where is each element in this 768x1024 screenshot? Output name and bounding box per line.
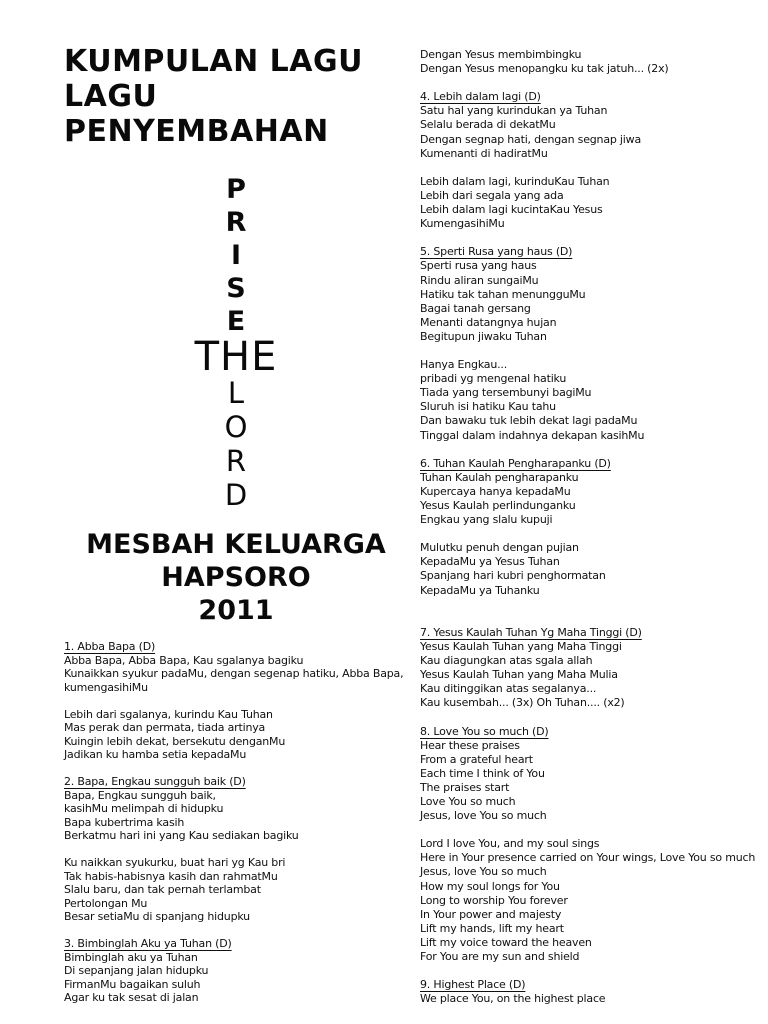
song-title: 4. Lebih dalam lagi (D) xyxy=(420,90,541,104)
document-title xyxy=(64,44,408,149)
lyric-line: Slalu baru, dan tak pernah terlambat xyxy=(64,883,261,896)
lyric-line: Bagai tanah gersang xyxy=(420,301,531,315)
lyric-line: From a grateful heart xyxy=(420,752,533,766)
lyric-line: Mas perak dan permata, tiada artinya xyxy=(64,721,266,734)
stanza xyxy=(64,708,408,762)
stanza xyxy=(420,739,764,824)
lyric-line: Berkatmu hari ini yang Kau sediakan bagiku xyxy=(64,829,299,842)
lyric-line: How my soul longs for You xyxy=(420,879,560,893)
lyric-line: Engkau yang slalu kupuji xyxy=(420,513,553,527)
song-title: 7. Yesus Kaulah Tuhan Yg Maha Tinggi (D) xyxy=(420,625,642,639)
song-title: 3. Bimbinglah Aku ya Tuhan (D) xyxy=(64,937,232,950)
lyric-line: Satu hal yang kurindukan ya Tuhan xyxy=(420,104,608,118)
lyric-line: Sperti rusa yang haus xyxy=(420,259,537,273)
left-column xyxy=(64,44,408,1018)
lyric-line: kasihMu melimpah di hidupku xyxy=(64,802,224,815)
lyric-line: Kuingin lebih dekat, bersekutu denganMu xyxy=(64,734,286,748)
lyric-line: Ku naikkan syukurku, buat hari yg Kau bri xyxy=(64,856,286,869)
lyric-line: KepadaMu ya Yesus Tuhan xyxy=(420,555,560,569)
word-art-letter: O xyxy=(224,410,248,444)
word-art-letter: I xyxy=(230,240,242,271)
document-subtitle-line: MESBAH KELUARGA xyxy=(86,529,386,560)
lyric-line: Hear these praises xyxy=(420,738,520,752)
lyric-line: Lift my voice toward the heaven xyxy=(420,935,592,949)
stanza xyxy=(420,640,764,710)
lyric-line: Bapa, Engkau sungguh baik, xyxy=(64,788,216,802)
lyric-line: Tinggal dalam indahnya dekapan kasihMu xyxy=(420,428,645,442)
lyric-line: KumengasihiMu xyxy=(420,217,505,231)
lyric-line: Long to worship You forever xyxy=(420,893,568,907)
document-subtitle xyxy=(64,528,408,627)
lyric-line: Yesus Kaulah Tuhan yang Maha Tinggi xyxy=(420,639,622,653)
document-subtitle-line: 2011 xyxy=(198,595,274,626)
lyric-line: Love You so much xyxy=(420,794,516,808)
lyric-line: pribadi yg mengenal hatiku xyxy=(420,372,567,386)
lyric-line: KepadaMu ya Tuhanku xyxy=(420,583,540,597)
document-subtitle-line: HAPSORO xyxy=(161,562,311,593)
lyric-line: Menanti datangnya hujan xyxy=(420,315,557,329)
lyric-line: Dengan segnap hati, dengan segnap jiwa xyxy=(420,132,641,146)
stanza xyxy=(420,48,764,76)
lyric-line: Agar ku tak sesat di jalan xyxy=(64,991,199,1004)
song-title: 2. Bapa, Engkau sungguh baik (D) xyxy=(64,775,246,788)
lyric-line: Selalu berada di dekatMu xyxy=(420,118,556,132)
lyric-line: Yesus Kaulah perlindunganku xyxy=(420,499,576,512)
lyric-line: Jesus, love You so much xyxy=(420,865,547,879)
song-title: 8. Love You so much (D) xyxy=(420,724,549,738)
lyric-line: Lebih dari sgalanya, kurindu Kau Tuhan xyxy=(64,707,273,721)
lyric-line: Dengan Yesus membimbingku xyxy=(420,48,582,61)
word-art-letter: E xyxy=(226,306,246,337)
word-art-letter: L xyxy=(227,376,245,410)
lyric-line: FirmanMu bagaikan suluh xyxy=(64,977,201,991)
lyric-line: Pertolongan Mu xyxy=(64,896,148,910)
stanza xyxy=(64,654,408,695)
stanza xyxy=(420,837,764,964)
song-title: 1. Abba Bapa (D) xyxy=(64,640,156,653)
lyric-line: Dengan Yesus menopangku ku tak jatuh... (2x) xyxy=(420,62,669,76)
word-art-letter: S xyxy=(226,273,246,304)
stanza xyxy=(64,789,408,843)
lyric-line: Yesus Kaulah Tuhan yang Maha Mulia xyxy=(420,668,618,682)
lyric-line: Hanya Engkau... xyxy=(420,358,508,372)
document-title-line: LAGU xyxy=(64,79,158,114)
lyric-line: Kau kusembah... (3x) Oh Tuhan.... (x2) xyxy=(420,696,625,710)
song-title: 5. Sperti Rusa yang haus (D) xyxy=(420,245,573,259)
stanza xyxy=(420,175,764,231)
lyric-line: Sluruh isi hatiku Kau tahu xyxy=(420,400,556,414)
stanza-spacer xyxy=(420,612,764,626)
stanza xyxy=(420,541,764,597)
praise-the-lord-word-art xyxy=(64,173,408,512)
lyric-line: Lebih dalam lagi kucintaKau Yesus xyxy=(420,203,603,217)
word-art-letter: R xyxy=(225,207,247,238)
word-art-the: THE xyxy=(194,334,278,380)
lyric-line: Dan bawaku tuk lebih dekat lagi padaMu xyxy=(420,414,638,428)
lyric-line: For You are my sun and shield xyxy=(420,950,580,963)
lyric-line: Kau diagungkan atas sgala allah xyxy=(420,654,593,668)
song-title: 6. Tuhan Kaulah Pengharapanku (D) xyxy=(420,456,611,470)
lyric-line: Hatiku tak tahan menungguMu xyxy=(420,287,586,301)
lyric-line: Abba Bapa, Abba Bapa, Kau sgalanya bagiku xyxy=(64,653,304,667)
stanza xyxy=(420,259,764,344)
word-art-letter: R xyxy=(225,444,247,478)
lyric-line: Jesus, love You so much xyxy=(420,809,547,823)
word-art-letter: P xyxy=(226,174,246,205)
stanza xyxy=(420,104,764,160)
stanza xyxy=(420,471,764,527)
lyric-line: Tiada yang tersembunyi bagiMu xyxy=(420,386,592,400)
document-title-line: PENYEMBAHAN xyxy=(64,114,329,149)
lyric-line: Kumenanti di hadiratMu xyxy=(420,146,548,160)
stanza xyxy=(64,856,408,924)
lyric-line: Rindu aliran sungaiMu xyxy=(420,273,539,287)
lyric-line: Begitupun jiwaku Tuhan xyxy=(420,329,547,343)
lyric-line: Spanjang hari kubri penghormatan xyxy=(420,569,606,583)
lyric-line: Kau ditinggikan atas segalanya... xyxy=(420,682,597,696)
lyric-line: Lebih dari segala yang ada xyxy=(420,188,564,202)
lyric-line: Lift my hands, lift my heart xyxy=(420,921,564,935)
lyric-line: Bapa kubertrima kasih xyxy=(64,815,185,829)
lyric-line: Kupercaya hanya kepadaMu xyxy=(420,484,571,498)
stanza xyxy=(420,358,764,443)
lyric-line: Di sepanjang jalan hidupku xyxy=(64,964,209,977)
lyric-line: Tak habis-habisnya kasih dan rahmatMu xyxy=(64,869,278,883)
stanza xyxy=(420,992,764,1006)
lyric-line: Kunaikkan syukur padaMu, dengan segenap hatiku, Abba Bapa, xyxy=(64,667,404,680)
word-art-letter: D xyxy=(224,478,248,512)
document-title-line: KUMPULAN LAGU xyxy=(64,44,363,79)
lyric-line: kumengasihiMu xyxy=(64,680,148,694)
song-title: 9. Highest Place (D) xyxy=(420,978,526,992)
right-column xyxy=(420,48,764,1020)
stanza xyxy=(64,951,408,1005)
lyric-line: Here in Your presence carried on Your wings, Love You so much xyxy=(420,851,756,865)
lyric-line: The praises start xyxy=(420,780,510,794)
lyric-line: Tuhan Kaulah pengharapanku xyxy=(420,470,579,484)
lyric-line: Bimbinglah aku ya Tuhan xyxy=(64,950,198,964)
lyric-line: We place You, on the highest place xyxy=(420,992,606,1006)
lyric-line: Jadikan ku hamba setia kepadaMu xyxy=(64,748,247,761)
lyric-line: Lebih dalam lagi, kurinduKau Tuhan xyxy=(420,174,610,188)
lyric-line: Besar setiaMu di spanjang hidupku xyxy=(64,910,250,923)
right-column-songs xyxy=(420,48,764,1006)
lyric-line: In Your power and majesty xyxy=(420,907,562,921)
left-column-songs xyxy=(64,640,408,1005)
lyric-line: Each time I think of You xyxy=(420,766,545,780)
lyric-line: Lord I love You, and my soul sings xyxy=(420,837,600,851)
lyric-line: Mulutku penuh dengan pujian xyxy=(420,541,579,555)
